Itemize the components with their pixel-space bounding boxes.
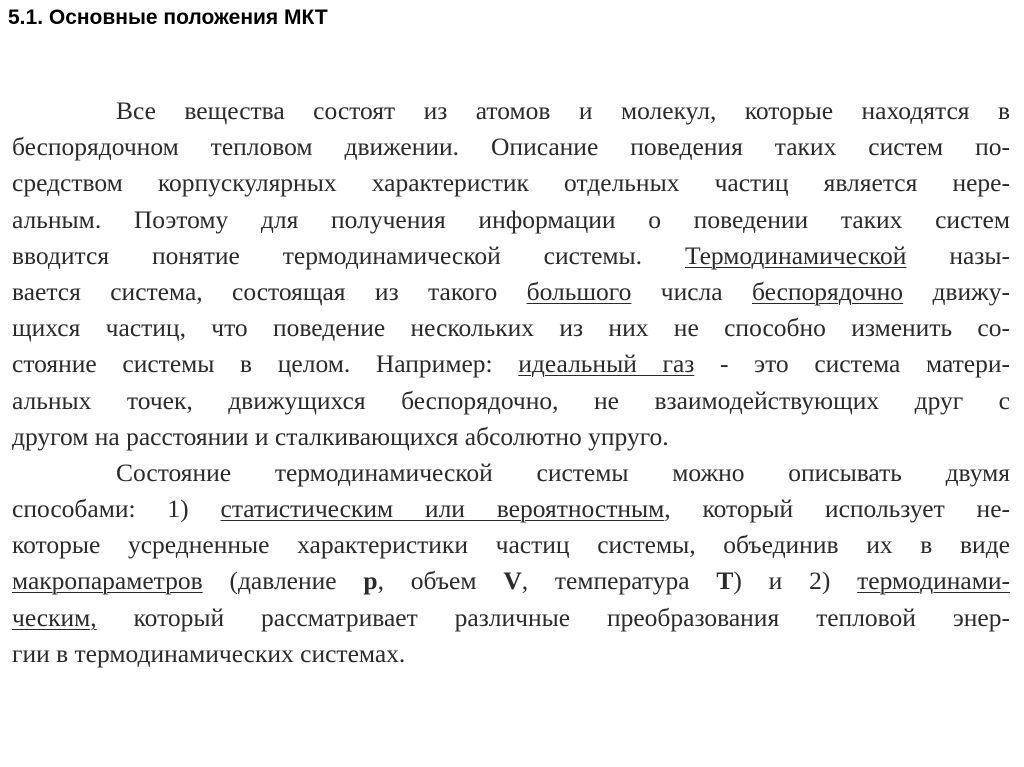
text-line bbox=[12, 93, 1010, 129]
text-line bbox=[12, 491, 1010, 527]
underlined-term: большого bbox=[526, 276, 632, 306]
text-line bbox=[12, 310, 1010, 346]
underlined-term: беспорядочно bbox=[751, 276, 904, 306]
text-run: движу- bbox=[903, 276, 1010, 306]
text-run: альных точек, движущихся беспорядочно, не взаимодействующих друг с bbox=[12, 385, 1010, 415]
text-line bbox=[12, 419, 1010, 455]
text-run: , объем bbox=[377, 566, 504, 596]
symbol-pressure: p bbox=[363, 566, 378, 596]
text-run: вводится понятие термодинамической системы. bbox=[12, 240, 685, 270]
underlined-term: Термодинамической bbox=[684, 240, 907, 270]
text-line bbox=[12, 346, 1010, 382]
right-edge bbox=[1012, 0, 1024, 767]
text-line bbox=[12, 165, 1010, 201]
text-run: (давление bbox=[202, 566, 364, 596]
text-run: Все вещества состоят из атомов и молекул, которые находятся в bbox=[116, 96, 1010, 125]
text-run: альным. Поэтому для получения информации о поведении таких систем bbox=[12, 204, 1010, 234]
text-line bbox=[12, 636, 1010, 672]
text-line bbox=[12, 600, 1010, 636]
text-line bbox=[12, 383, 1010, 419]
text-line bbox=[12, 455, 1010, 491]
text-run: стояние системы в целом. Например: bbox=[12, 349, 519, 379]
text-run: вается система, состоящая из такого bbox=[12, 276, 527, 306]
text-run: щихся частиц, что поведение нескольких из них не способно изменить со- bbox=[12, 313, 1010, 343]
text-run: , который использует не- bbox=[664, 494, 1011, 524]
text-run: - это система матери- bbox=[694, 349, 1010, 379]
text-run: числа bbox=[631, 276, 752, 306]
text-line bbox=[12, 129, 1010, 165]
text-run: ) и 2) bbox=[733, 566, 858, 596]
text-run: , температура bbox=[521, 566, 717, 596]
symbol-temperature: T bbox=[716, 566, 734, 596]
text-run: который рассматривает различные преобразования тепловой энер- bbox=[96, 602, 1010, 632]
text-run: гии в термодинамических системах. bbox=[12, 638, 406, 668]
underlined-term: макропараметров bbox=[12, 566, 203, 596]
text-run: которые усредненные характеристики частиц системы, объединив их в виде bbox=[12, 530, 1010, 560]
text-run: назы- bbox=[906, 240, 1010, 270]
symbol-volume: V bbox=[503, 566, 522, 596]
text-run: беспорядочном тепловом движении. Описание поведения таких систем по- bbox=[12, 132, 1010, 162]
text-run: Состояние термодинамической системы можно описывать двумя bbox=[116, 457, 1010, 487]
text-run: другом на расстоянии и сталкивающихся абсолютно упруго. bbox=[12, 421, 669, 451]
underlined-term: ческим, bbox=[12, 602, 97, 632]
underlined-term: термодинами- bbox=[857, 566, 1010, 596]
slide-title: 5.1. Основные положения МКТ bbox=[8, 6, 328, 29]
text-run: способами: 1) bbox=[12, 494, 221, 524]
underlined-term: идеальный газ bbox=[518, 349, 695, 379]
text-line bbox=[12, 202, 1010, 238]
text-line bbox=[12, 527, 1010, 563]
text-line bbox=[12, 563, 1010, 599]
text-line bbox=[12, 274, 1010, 310]
text-run: средством корпускулярных характеристик отдельных частиц является нере- bbox=[12, 168, 1010, 198]
text-line bbox=[12, 238, 1010, 274]
underlined-term: статистическим или вероятностным bbox=[220, 494, 665, 524]
body-text bbox=[12, 93, 1010, 672]
